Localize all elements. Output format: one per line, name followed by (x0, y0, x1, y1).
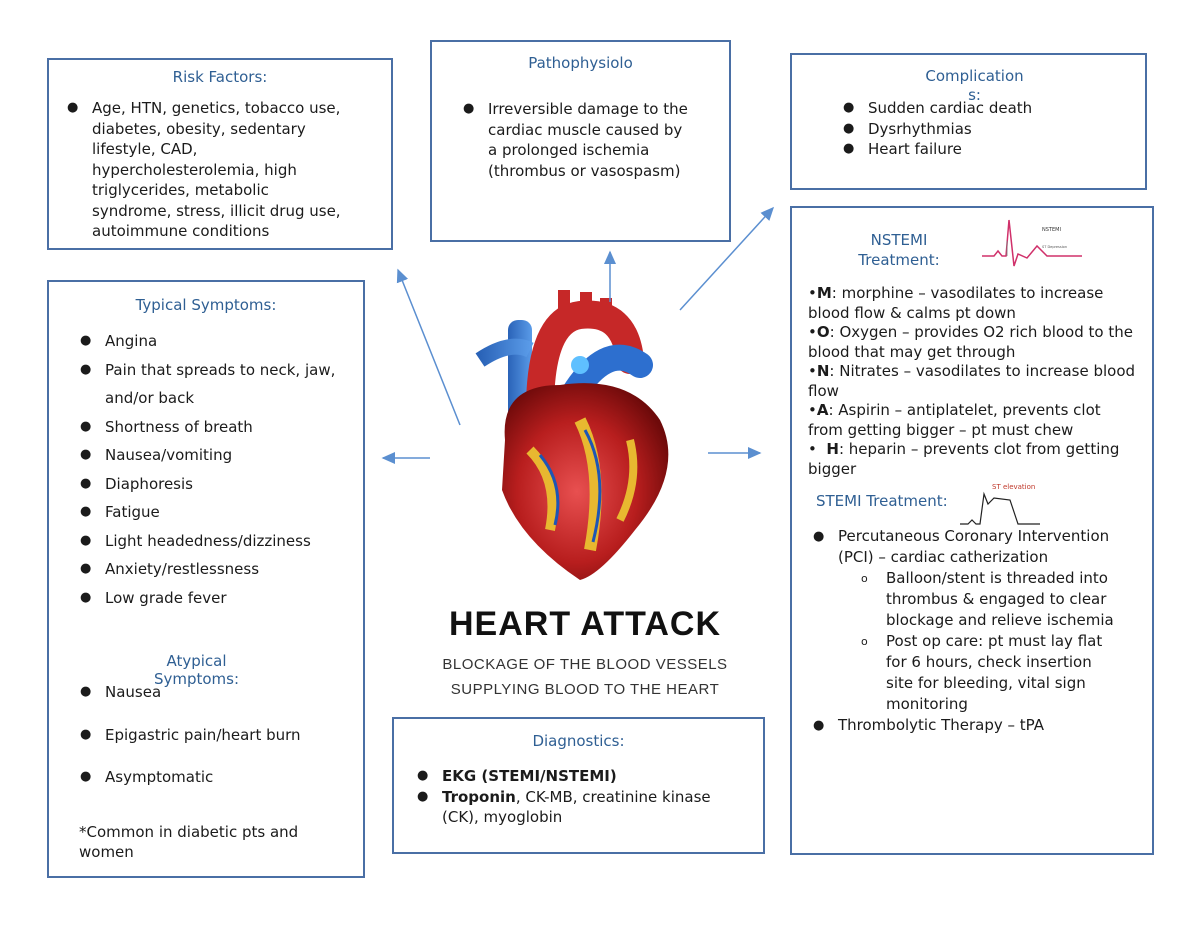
mona-item-m: •M: morphine – vasodilates to increase blood flow & calms pt down (808, 284, 1104, 322)
mona-item-n: •N: Nitrates – vasodilates to increase blood flow (808, 362, 1136, 400)
list-item: ● Asymptomatic (80, 768, 214, 786)
symptoms-title: Typical Symptoms: (135, 296, 277, 314)
list-item: ● Dysrhythmias (843, 119, 972, 138)
nstemi-ecg-graphic (982, 216, 1082, 276)
stemi-ecg-graphic (960, 480, 1040, 528)
complications-list (843, 98, 1128, 160)
list-item: ● Nausea/vomiting (80, 446, 233, 464)
list-item: ● Irreversible damage to the cardiac muscle caused by a prolonged ischemia (thrombus or vasospasm) (463, 100, 688, 180)
list-item: ● Sudden cardiac death (843, 99, 1033, 117)
pathophysiology-box (430, 40, 731, 242)
mona-item-a: •A: Aspirin – antiplatelet, prevents clot from getting bigger – pt must chew (808, 401, 1101, 439)
mona-list (808, 284, 1138, 479)
risk-factors-box (47, 58, 393, 250)
list-item: o Balloon/stent is threaded into thrombus & engaged to clear blockage and relieve ischemia (861, 569, 1114, 629)
diagnostics-box (392, 717, 765, 854)
list-item: ● Age, HTN, genetics, tobacco use, diabetes, obesity, sedentary lifestyle, CAD, hypercholesterolemia, high triglycerides, metabolic syndrome, stress, illicit drug use, autoimmune conditions (67, 99, 341, 240)
diagnostics-list (417, 766, 747, 828)
list-item: ● Troponin, CK-MB, creatinine kinase (CK), myoglobin (417, 787, 711, 826)
list-item: ● Low grade fever (80, 588, 227, 607)
heart-illustration (430, 280, 750, 600)
diagnostics-title: Diagnostics: (532, 732, 625, 750)
list-item: ● Heart failure (843, 140, 962, 158)
list-item: ● Nausea (80, 683, 162, 701)
list-item: ● Light headedness/dizziness (80, 531, 311, 550)
list-item: ● Diaphoresis (80, 474, 193, 493)
nstemi-title: NSTEMI Treatment: (858, 231, 940, 269)
list-item: ● EKG (STEMI/NSTEMI) (417, 767, 617, 785)
stemi-title: STEMI Treatment: (816, 492, 948, 510)
heart-attack-subline-2: SUPPLYING BLOOD TO THE HEART (450, 681, 720, 698)
risk-factors-title: Risk Factors: (172, 68, 268, 86)
atypical-symptoms-list (80, 682, 345, 788)
list-item: ● Percutaneous Coronary Intervention (PCI) – cardiac catherization o Balloon/stent is threaded into thrombus & engaged to clear blockage and relieve ischemia o Post op care: pt must lay flat for 6 hours, check insertion site for bleeding, vital sign monitoring (838, 526, 1123, 715)
mona-item-h: • H: heparin – prevents clot from getting bigger (808, 440, 1120, 478)
list-item: ● Angina (80, 332, 158, 350)
list-item: ● Epigastric pain/heart burn (80, 725, 301, 744)
pathophysiology-title: Pathophysiolo (528, 54, 633, 72)
heart-attack-subline-1: BLOCKAGE OF THE BLOOD VESSELS (442, 656, 728, 673)
atypical-note: *Common in diabetic pts and women (79, 823, 299, 861)
stemi-list (813, 526, 1123, 734)
list-item: ● Anxiety/restlessness (80, 560, 260, 578)
nstemi-ecg-sublabel: ST Depression (1042, 245, 1068, 249)
complications-title: Complications: (925, 67, 1024, 104)
complications-box (790, 53, 1147, 190)
heart-attack-headline: HEART ATTACK (449, 605, 721, 643)
nstemi-ecg-label: NSTEMI (1042, 227, 1061, 233)
pathophysiology-list (463, 99, 693, 197)
treatment-box (790, 206, 1154, 855)
list-item: ● Shortness of breath (80, 417, 253, 436)
stemi-ecg-label: ST elevation (992, 483, 1036, 491)
atypical-symptoms-title: Atypical Symptoms: (153, 652, 240, 688)
risk-factors-list (67, 98, 347, 240)
mona-item-o: •O: Oxygen – provides O2 rich blood to the blood that may get through (808, 323, 1133, 361)
list-item: ● Thrombolytic Therapy – tPA (813, 716, 1045, 734)
symptoms-list (80, 327, 345, 631)
list-item: ● Pain that spreads to neck, jaw, and/or back (80, 360, 336, 407)
list-item: o Post op care: pt must lay flat for 6 hours, check insertion site for bleeding, vital sign monitoring (861, 632, 1103, 713)
symptoms-box (47, 280, 365, 878)
list-item: ● Fatigue (80, 503, 160, 521)
